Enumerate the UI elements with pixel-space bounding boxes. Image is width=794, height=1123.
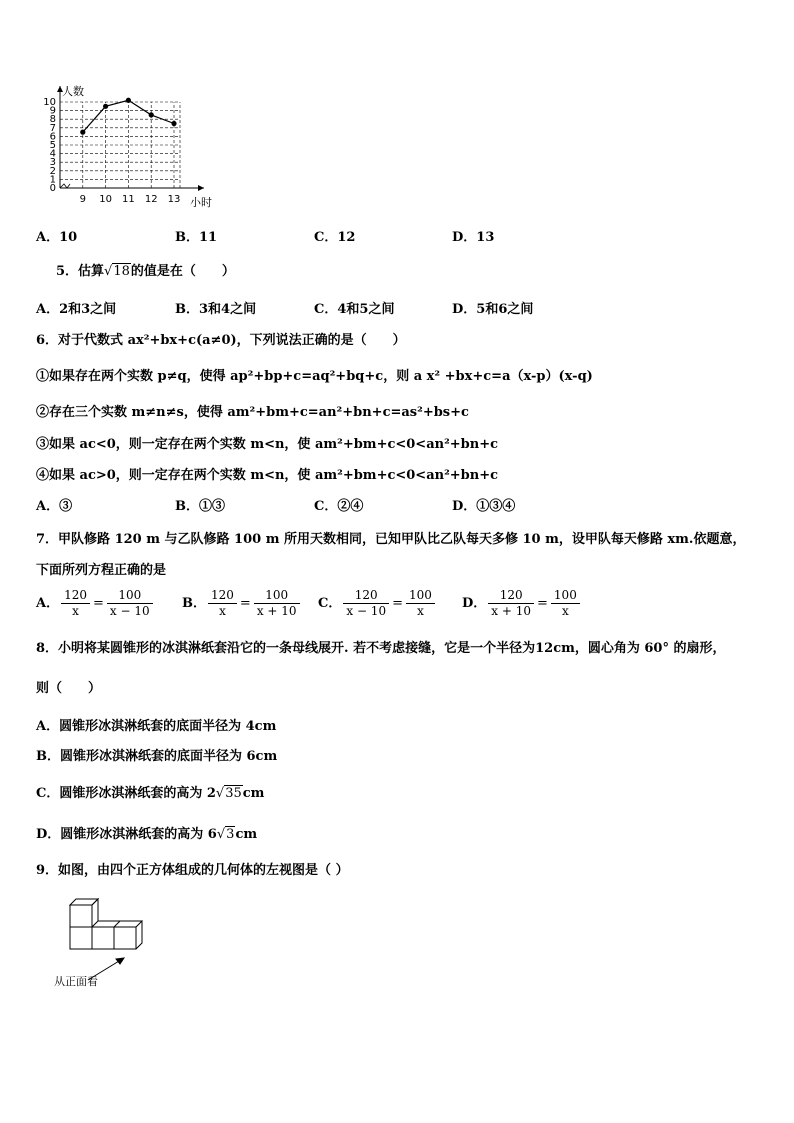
view-caption: 从正面看 [54, 975, 98, 988]
y-tick-label: 8 [49, 114, 56, 126]
q9-stem: 9．如图，由四个正方体组成的几何体的左视图是（ ） [36, 863, 349, 878]
q5-option-d: D．5和6之间 [452, 302, 534, 317]
q6-option-d: D．①③④ [452, 499, 516, 514]
bottom-cube-2 [92, 927, 114, 949]
q7-option-d: D． $\frac{120}{x + 10}$ = $\frac{100}{x}$ [462, 588, 582, 619]
q8-option-a: A．圆锥形冰淇淋纸套的底面半径为 4cm [36, 719, 277, 734]
y-tick-label: 4 [49, 148, 56, 160]
data-point [171, 121, 176, 126]
data-point [149, 112, 154, 117]
q4-option-a: A．10 [36, 230, 78, 245]
q6-statement-3: ③如果 ac<0，则一定存在两个实数 m<n，使 am²+bm+c<0<an²+bn+c [36, 437, 499, 452]
q6-statement-1: ①如果存在两个实数 p≠q，使得 ap²+bp+c=aq²+bq+c，则 a x² +bx+c=a（x-p）(x-q) [36, 369, 593, 384]
bottom-cube-1 [70, 927, 92, 949]
sqrt-symbol: √18 [104, 264, 130, 279]
axis-break [60, 184, 70, 188]
q5-option-c: C．4和5之间 [314, 302, 395, 317]
top-cube [70, 899, 98, 905]
q8-stem-line1: 8．小明将某圆锥形的冰淇淋纸套沿它的一条母线展开. 若不考虑接缝，它是一个半径为12cm，圆心角为 60° 的扇形， [36, 641, 726, 656]
data-point [80, 130, 85, 135]
y-tick-label: 2 [49, 165, 56, 177]
chart-grid [60, 102, 180, 188]
fraction: $\frac{120}{x + 10}$ [488, 588, 534, 619]
q6-option-b: B．①③ [175, 499, 225, 514]
y-tick-label: 9 [49, 105, 56, 117]
y-tick-label: 1 [49, 174, 56, 186]
fraction: $\frac{120}{x}$ [208, 588, 237, 619]
q6-option-a: A．③ [36, 499, 73, 514]
y-tick-label: 7 [49, 122, 56, 134]
q7-option-b: B． $\frac{120}{x}$ = $\frac{100}{x + 10}$ [182, 588, 302, 619]
y-tick-label: 3 [49, 157, 56, 169]
q6-stem: 6．对于代数式 ax²+bx+c(a≠0)，下列说法正确的是（ ） [36, 333, 406, 348]
q7-option-c: C． $\frac{120}{x - 10}$ = $\frac{100}{x}$ [318, 588, 437, 619]
x-tick-label: 12 [144, 194, 158, 205]
y-tick-label: 5 [49, 140, 56, 151]
q6-statement-4: ④如果 ac>0，则一定存在两个实数 m<n，使 am²+bm+c<0<an²+bn+c [36, 468, 499, 483]
q7-option-a: A． $\frac{120}{x}$ = $\frac{100}{x - 10}$ [36, 588, 155, 619]
data-point [103, 104, 108, 109]
fraction: $\frac{100}{x}$ [551, 588, 580, 619]
q4-option-d: D．13 [452, 230, 495, 245]
x-tick-label: 10 [99, 194, 112, 205]
y-tick-label: 6 [49, 131, 56, 143]
fraction: $\frac{100}{x - 10}$ [107, 588, 153, 619]
chart-ticks [43, 97, 180, 205]
fraction: $\frac{100}{x + 10}$ [254, 588, 300, 619]
q5-option-b: B．3和4之间 [175, 302, 257, 317]
q6-option-c: C．②④ [314, 499, 364, 514]
fraction: $\frac{120}{x}$ [61, 588, 90, 619]
fraction: $\frac{120}{x - 10}$ [343, 588, 389, 619]
x-tick-label: 13 [167, 194, 181, 205]
top-cube-front [70, 905, 92, 927]
q8-option-b: B．圆锥形冰淇淋纸套的底面半径为 6cm [36, 749, 278, 764]
q5-option-a: A．2和3之间 [36, 302, 117, 317]
q8-stem-line2: 则（ ） [36, 681, 102, 696]
sqrt-symbol: √35 [215, 786, 242, 801]
x-axis-label: 小时 [190, 196, 212, 209]
q8-option-d: D．圆锥形冰淇淋纸套的高为 6√3cm [36, 827, 258, 842]
line-chart [30, 80, 270, 210]
fraction: $\frac{100}{x}$ [406, 588, 435, 619]
q8-option-c: C．圆锥形冰淇淋纸套的高为 2√35cm [36, 786, 265, 801]
y-tick-label: 0 [49, 183, 56, 194]
cube-figure [50, 890, 180, 990]
y-axis-label: 人数 [62, 85, 84, 98]
x-tick-label: 11 [122, 194, 135, 205]
y-tick-label: 10 [43, 97, 56, 108]
sqrt-symbol: √3 [216, 827, 235, 842]
x-axis-arrow [198, 185, 204, 191]
q5-stem: 5．估算√18的值是在（ ） [56, 264, 235, 279]
bottom-cube-3 [114, 927, 136, 949]
x-tick-label: 9 [79, 194, 86, 205]
q6-statement-2: ②存在三个实数 m≠n≠s，使得 am²+bm+c=an²+bn+c=as²+bs+c [36, 405, 469, 420]
q5-radicand: 18 [113, 264, 130, 279]
q4-option-c: C．12 [314, 230, 356, 245]
q7-stem-line1: 7．甲队修路 120 m 与乙队修路 100 m 所用天数相同，已知甲队比乙队每天多修 10 m，设甲队每天修路 xm.依题意， [36, 532, 746, 547]
q7-stem-line2: 下面所列方程正确的是 [36, 563, 167, 578]
q4-option-b: B．11 [175, 230, 218, 245]
data-point [126, 98, 131, 103]
